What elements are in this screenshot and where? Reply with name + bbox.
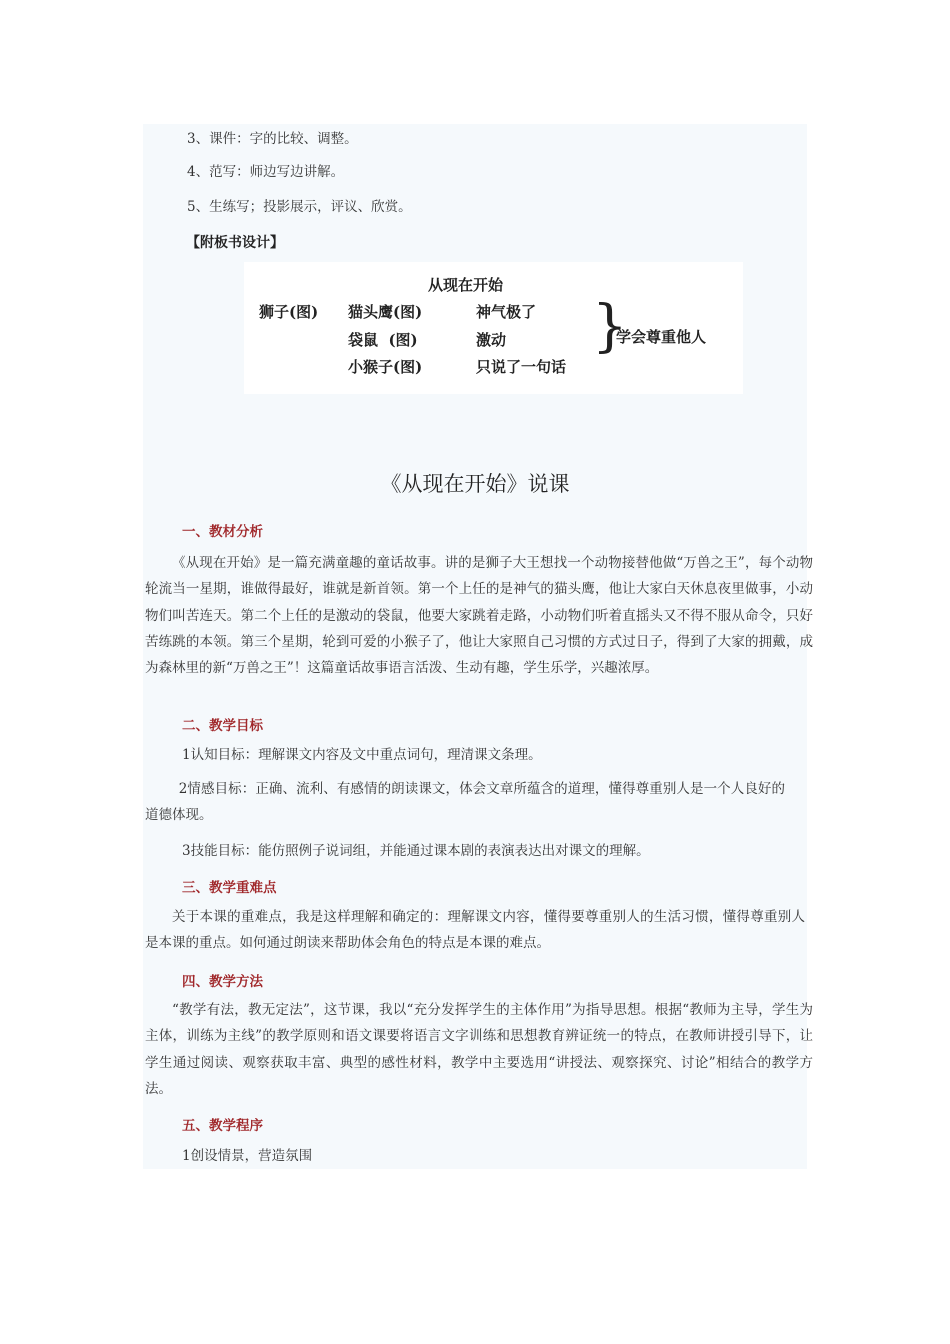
- section-heading-key-points: 三、教学重难点: [182, 880, 277, 896]
- board-brace: }: [592, 294, 628, 359]
- section-heading-material: 一、教材分析: [182, 524, 263, 540]
- list-item-student-practice: 5、生练写；投影展示，评议、欣赏。: [187, 199, 412, 215]
- board-lion: 狮子(图): [259, 303, 319, 321]
- section-paragraph-methods: “教学有法，教无定法”，这节课，我以“充分发挥学生的主体作用”为指导思想。根据“教师为主导，学生为主体，训练为主线”的教学原则和语文课要将语言文字训练和思想教育辨证统一的特点，在教师讲授引导下，让学生通过阅读、观察获取丰富、典型的感性材料，教学中主要选用“讲授法、观察探究、讨论”相结合的教学方法。: [145, 1002, 813, 1097]
- board-title: 从现在开始: [428, 276, 504, 294]
- section-paragraph-key-points: 关于本课的重难点，我是这样理解和确定的：理解课文内容，懂得要尊重别人的生活习惯，懂得尊重别人是本课的重点。如何通过朗读来帮助体会角色的特点是本课的难点。: [145, 909, 805, 952]
- blackboard-design-figure: [244, 262, 743, 394]
- section-heading-objectives: 二、教学目标: [182, 718, 263, 734]
- section-heading-methods: 四、教学方法: [182, 974, 263, 990]
- objective-skill: 3技能目标：能仿照例子说词组，并能通过课本剧的表演表达出对课文的理解。: [182, 843, 650, 859]
- section-heading-procedure: 五、教学程序: [182, 1118, 263, 1134]
- board-owl: 猫头鹰(图): [348, 303, 423, 321]
- board-design-heading: 【附板书设计】: [186, 235, 284, 251]
- list-item-demo-writing: 4、范写：师边写边讲解。: [187, 164, 345, 180]
- board-kangaroo: 袋鼠 (图): [348, 331, 418, 349]
- page-title: 《从现在开始》说课: [380, 472, 570, 496]
- board-conclusion: 学会尊重他人: [616, 328, 707, 346]
- objective-emotional: 2情感目标：正确、流利、有感情的朗读课文，体会文章所蕴含的道理，懂得尊重别人是一个人良好的道德体现。: [145, 781, 785, 824]
- board-monkey: 小猴子(图): [348, 358, 423, 376]
- objective-cognitive: 1认知目标：理解课文内容及文中重点词句，理清课文条理。: [182, 747, 542, 763]
- board-one-sentence: 只说了一句话: [476, 358, 567, 376]
- section-paragraph-material: 《从现在开始》是一篇充满童趣的童话故事。讲的是狮子大王想找一个动物接替他做“万兽之王”，每个动物轮流当一星期，谁做得最好，谁就是新首领。第一个上任的是神气的猫头鹰，他让大家白天休息夜里做事，小动物们叫苦连天。第二个上任的是激动的袋鼠，他要大家跳着走路，小动物们听着直摇头又不得不服从命令，只好苦练跳的本领。第三个星期，轮到可爱的小猴子了，他让大家照自己习惯的方式过日子，得到了大家的拥戴，成为森林里的新“万兽之王”！这篇童话故事语言活泼、生动有趣，学生乐学，兴趣浓厚。: [145, 555, 813, 677]
- board-excited: 激动: [476, 331, 507, 349]
- procedure-step-1: 1创设情景，营造氛围: [182, 1148, 313, 1164]
- list-item-courseware: 3、课件：字的比较、调整。: [187, 131, 358, 147]
- board-proud: 神气极了: [476, 303, 537, 321]
